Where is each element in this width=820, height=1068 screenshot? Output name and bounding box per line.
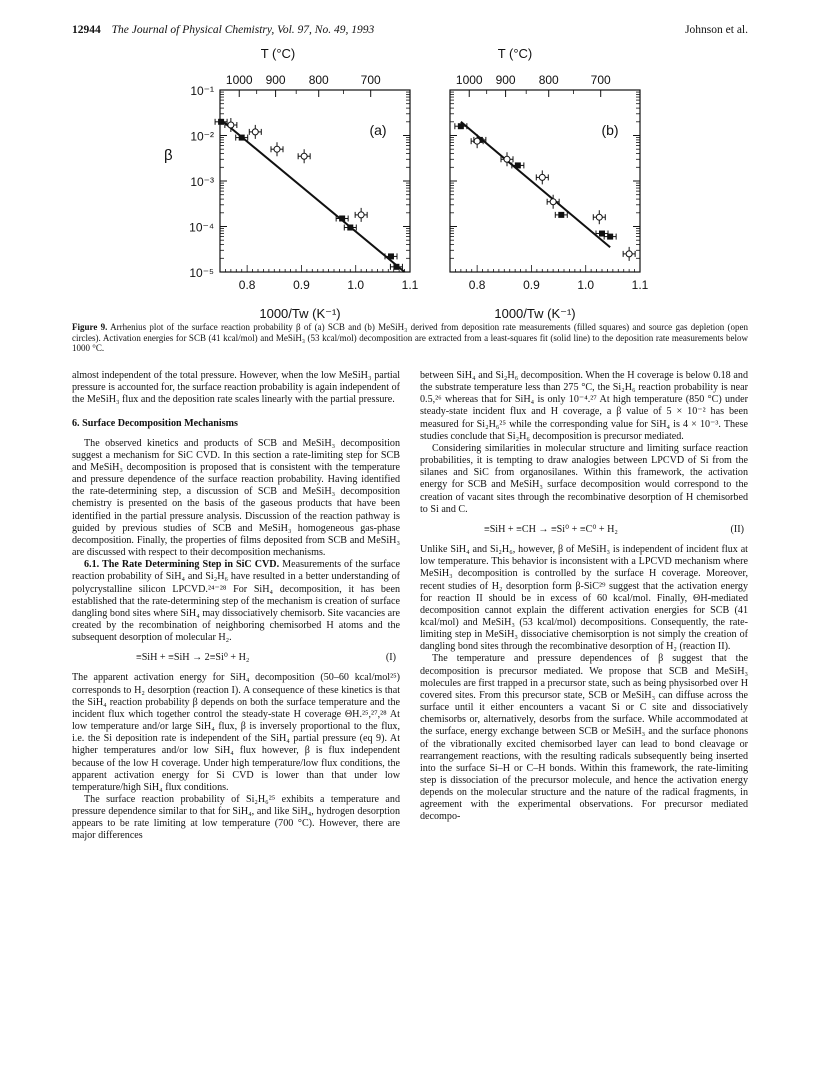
panel-a-x-tick-label: 1.1 — [401, 278, 419, 292]
panel-a-fit-line — [221, 120, 404, 272]
paragraph: Considering similarities in molecular structure and limiting surface reaction probabilities, it is tempting to draw analogies between LPCVD of Si from the silanes and SiC from organosilanes. Within this framework, the activation energy for SCB and MeSiH₃ surface decomposition would correspond to the creation of vacant sites through the recombinative desorption of H chemisorbed to Si and C. — [420, 442, 748, 515]
section-heading: 6. Surface Decomposition Mechanisms — [72, 418, 238, 430]
paragraph: The surface reaction probability of Si₂H₆²⁵ exhibits a temperature and pressure dependence similar to that for SiH₄, and like SiH₄, hydrogen desorption appears to be rate limiting at low temperature (700 °C). However, there are major differences — [72, 794, 400, 842]
paragraph: Unlike SiH₄ and Si₂H₆, however, β of MeSiH₃ is independent of incident flux at low temperature. This behavior is inconsistent with a LPCVD mechanism where MeSiH₃ decomposition is controlled by the surface H coverage. Moreover, recent studies of H₂ desorption form β-SiC²⁹ suggest that the activation energy for reaction II should be in excess of 60 kcal/mol. Finally, ΘH-mediated decomposition cannot explain the different activation energies for SCB (41 kcal/mol) and MeSiH₃ (53 kcal/mol) decompositions. Consequently, the rate-limiting step in MeSiH₃ dissociative chemisorption is not simply the creation of dangling bond sites through the recombinative desorption of H₂ (reaction II). — [420, 544, 748, 653]
panel-b-top-tick-label: 1000 — [455, 73, 483, 87]
journal-title: The Journal of Physical Chemistry, Vol. 97, No. 49, 1993 — [111, 24, 375, 36]
panel-a-top-tick-label: 700 — [360, 73, 381, 87]
panel-b-top-axis-title: T (°C) — [497, 46, 533, 61]
paragraph-text: Measurements of the surface reaction probability of SiH₄ and Si₂H₆ have resulted in a better understanding of polycrystalline silicon LPCVD.²⁴⁻²⁸ For SiH₄ decomposition, it has been established that the rate-determining step of the mechanism is creation of surface dangling bond sites where SiH₄ may dissociatively chemisorb. Site vacancies are created by the recombination of neighboring chemisorbed H atoms and the subsequent desorption of molecular H₂. — [72, 559, 400, 644]
paragraph: The apparent activation energy for SiH₄ decomposition (50–60 kcal/mol²⁵) corresponds to H₂ desorption (reaction I). A consequence of these kinetics is that the SiH₄ reaction probability β depends on both the surface temperature and the incident flux which together control the steady-state H coverage ΘH.²⁵,²⁷,²⁸ At low temperature and/or large SiH₄ flux, β is inversely proportional to the flux, i.e. the Si deposition rate is independent of the SiH₄ partial pressure (eq 9). At higher temperatures and/or low SiH₄ flux however, β is flux independent because of the low H coverage. Under high temperature/low flux conditions, the apparent activation energy for Si CVD is lower than that under low temperature/high SiH₄ flux conditions. — [72, 672, 400, 793]
panel-a-filled-square-point — [393, 264, 399, 270]
left-column — [72, 370, 400, 843]
panel-a-filled-square-point — [239, 135, 245, 141]
panel-a-filled-square-point — [218, 119, 224, 125]
panel-a-y-axis-title: β — [164, 147, 173, 164]
panel-a-top-tick-label: 1000 — [225, 73, 253, 87]
panel-a-top-tick-label: 900 — [265, 73, 286, 87]
panel-b-filled-square-point — [558, 212, 564, 218]
panel-a-filled-square-point — [388, 253, 394, 259]
panel-b-open-circle-point — [539, 174, 545, 180]
panel-b-open-circle-point — [550, 199, 556, 205]
panel-b-x-axis-title: 1000/Tw (K⁻¹) — [494, 306, 576, 321]
panel-a-y-tick-label: 10⁻¹ — [190, 84, 214, 98]
panel-b-filled-square-point — [458, 123, 464, 129]
figure-caption — [72, 322, 748, 354]
equation-text: ≡SiH + ≡CH → ≡Si⁰ + ≡C⁰ + H₂ — [484, 523, 618, 535]
running-header — [72, 24, 748, 40]
panel-b-label: (b) — [601, 122, 619, 138]
figure-caption-text: Arrhenius plot of the surface reaction probability β of (a) SCB and (b) MeSiH₃ derived from deposition rate measurements (filled squares) and source gas depletion (open circles). Activation energies for SCB (41 kcal/mol) and MeSiH₃ (53 kcal/mol) decomposition are extracted from a least-squares fit (solid line) to the deposition rate measurements below 1000 °C. — [72, 322, 748, 353]
paragraph: between SiH₄ and Si₂H₆ decomposition. When the H coverage is below 0.18 and the substrate temperature less than 275 °C, the Si₂H₆ reaction probability is near 0.5,²⁶ whereas that for SiH₄ is only 10⁻⁴.²⁷ At high temperature (850 °C) under steady-state incident flux and H coverage, a β value of 5 × 10⁻² has been measured for Si₂H₆²⁵ while the corresponding value for SiH₄ is 4 × 10⁻³. These studies conclude that Si₂H₆ decomposition is precursor mediated. — [420, 370, 748, 442]
panel-b-top-tick-label: 800 — [538, 73, 559, 87]
panel-b-x-tick-label: 0.9 — [523, 278, 540, 292]
panel-b-x-tick-label: 1.1 — [631, 278, 649, 292]
panel-a-y-tick-label: 10⁻⁴ — [189, 220, 214, 235]
panel-a-x-tick-label: 0.9 — [293, 278, 310, 292]
panel-b-open-circle-point — [626, 251, 632, 257]
panel-a-frame — [220, 90, 410, 272]
figure-9 — [160, 42, 660, 322]
paragraph: almost independent of the total pressure. However, when the low MeSiH₃ partial pressure is accounted for, the surface reaction probability is again independent of the MeSiH₃ flux and the deposition rate scales linearly with the partial pressure. — [72, 370, 400, 406]
panel-a-y-tick-label: 10⁻² — [190, 129, 214, 144]
panel-b-frame — [450, 90, 640, 272]
panel-a-label: (a) — [369, 122, 387, 138]
equation-number: (I) — [385, 652, 396, 664]
panel-a-top-axis-title: T (°C) — [260, 46, 296, 61]
panel-a-top-tick-label: 800 — [308, 73, 329, 87]
running-authors: Johnson et al. — [685, 24, 748, 36]
panel-a-filled-square-point — [339, 215, 345, 221]
panel-b-open-circle-point — [504, 156, 510, 162]
panel-a-y-tick-label: 10⁻³ — [190, 175, 214, 189]
panel-a-open-circle-point — [358, 212, 364, 218]
equation-2 — [420, 524, 748, 536]
panel-b-open-circle-point — [474, 138, 480, 144]
panel-a-filled-square-point — [347, 225, 353, 231]
equation-1 — [72, 652, 400, 664]
panel-a-x-axis-title: 1000/Tw (K⁻¹) — [259, 306, 341, 321]
paragraph — [72, 559, 400, 644]
paragraph: The observed kinetics and products of SCB and MeSiH₃ decomposition suggest a mechanism for SiC CVD. In this section a rate-limiting step for SCB and MeSiH₃ decomposition is proposed that is consistent with the temperature and pressure dependence of the surface reaction probability. Having identified the rate-determining step, a discussion of SCB and MeSiH₃ decomposition chemistry is presented on the basis of the gaseous products that have been identified in the partial pressure analysis. Discussion of the reaction pathway is guided by previous studies of SCB and MeSiH₃ homogeneous gas-phase decomposition. Finally, the properties of films deposited from SCB and MeSiH₃ are discussed with respect to their decomposition mechanisms. — [72, 437, 400, 559]
panel-b-filled-square-point — [515, 162, 521, 168]
panel-b-top-tick-label: 900 — [495, 73, 516, 87]
panel-a-open-circle-point — [228, 122, 234, 128]
panel-b-top-tick-label: 700 — [590, 73, 611, 87]
panel-a-x-tick-label: 0.8 — [238, 278, 256, 292]
equation-text: ≡SiH + ≡SiH → 2≡Si⁰ + H₂ — [136, 652, 250, 664]
panel-a-open-circle-point — [274, 146, 280, 152]
page-number: 12944 — [72, 24, 101, 36]
paragraph: The temperature and pressure dependences of β suggest that the decomposition is precursor mediated. We propose that SCB and MeSiH₃ molecules are first trapped in a precursor state, such as being physisorbed over H covered sites. From this precursor state, SCB or MeSiH₃ can diffuse across the surface until it either encounters a vacant Si or C site and dissociatively chemisorbs or, alternatively, desorbs from the surface. While accommodated at the surface, energy exchange between SCB or MeSiH₃ and the surface phonons of the vibrationally excited chemisorbed layer can lead to bond cleavage or rearrangement reactions, with the resulting radicals subsequently being inserted into the surface Si–H or C–H bonds. Within this framework, the rate-limiting step is dissociation of the precursor molecule, and hence the activation energy depends on the molecular structure and the nature of the radical fragments, in agreement with the experimental observations. For precursor mediated decompo- — [420, 653, 748, 823]
panel-b-filled-square-point — [607, 234, 613, 240]
right-column — [420, 370, 748, 824]
panel-a-open-circle-point — [301, 153, 307, 159]
equation-number: (II) — [730, 523, 744, 535]
panel-b-x-tick-label: 0.8 — [468, 278, 486, 292]
panel-b-x-tick-label: 1.0 — [577, 278, 595, 292]
panel-a-open-circle-point — [252, 129, 258, 135]
subsection-heading: 6.1. The Rate Determining Step in SiC CVD. — [84, 559, 280, 571]
panel-a-x-tick-label: 1.0 — [347, 278, 365, 292]
figure-caption-label: Figure 9. — [72, 322, 108, 332]
panel-a-y-tick-label: 10⁻⁵ — [189, 266, 214, 280]
panel-b-open-circle-point — [596, 214, 602, 220]
